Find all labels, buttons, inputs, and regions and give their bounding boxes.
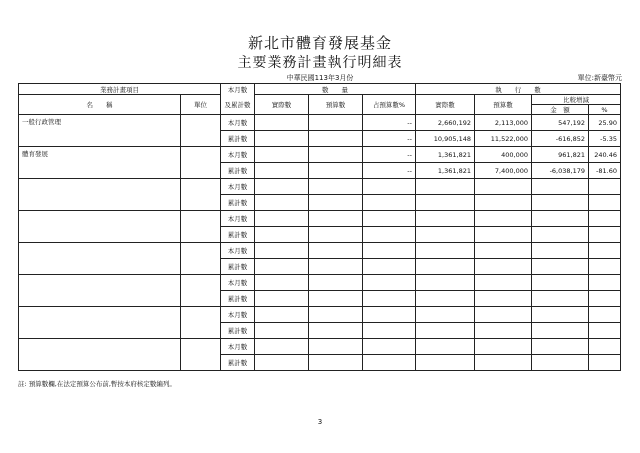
header-qty-budget: 預算數 [309, 95, 363, 115]
cell-exe-budget [475, 275, 532, 291]
cell-diff-amount [532, 323, 589, 339]
cell-diff-amount [532, 275, 589, 291]
cell-diff-amount [532, 227, 589, 243]
cell-period-kind: 累計數 [221, 195, 255, 211]
cell-period-kind: 累計數 [221, 355, 255, 371]
cell-item-name [19, 243, 181, 275]
header-month-cum-line1: 本月數 [221, 84, 255, 95]
cell-exe-actual: 10,905,148 [416, 131, 475, 147]
cell-qty-actual [255, 291, 309, 307]
cell-qty-actual [255, 307, 309, 323]
cell-exe-budget [475, 195, 532, 211]
cell-qty-actual [255, 259, 309, 275]
table-row [19, 179, 621, 195]
cell-item-unit [181, 243, 221, 275]
cell-period-kind: 累計數 [221, 227, 255, 243]
cell-qty-budget [309, 211, 363, 227]
cell-period-kind: 本月數 [221, 243, 255, 259]
document-org-title: 新北市體育發展基金 [247, 34, 392, 52]
cell-exe-actual [416, 323, 475, 339]
cell-period-kind: 本月數 [221, 211, 255, 227]
cell-qty-budget [309, 323, 363, 339]
cell-qty-pct [363, 307, 416, 323]
header-execution: 執 行 數 [416, 84, 621, 95]
cell-exe-budget [475, 179, 532, 195]
cell-qty-pct [363, 179, 416, 195]
cell-qty-actual [255, 243, 309, 259]
cell-qty-actual [255, 227, 309, 243]
cell-period-kind: 累計數 [221, 323, 255, 339]
cell-item-unit [181, 115, 221, 147]
cell-qty-pct: -- [363, 163, 416, 179]
header-quantity: 數 量 [255, 84, 416, 95]
cell-qty-actual [255, 179, 309, 195]
cell-qty-actual [255, 355, 309, 371]
cell-diff-pct [589, 275, 621, 291]
cell-qty-budget [309, 339, 363, 355]
cell-diff-pct [589, 307, 621, 323]
cell-diff-pct: -81.60 [589, 163, 621, 179]
cell-item-name [19, 211, 181, 243]
header-qty-actual: 實際數 [255, 95, 309, 115]
cell-qty-pct [363, 211, 416, 227]
cell-diff-pct [589, 355, 621, 371]
table-row [19, 243, 621, 259]
header-pct: % [589, 105, 621, 115]
cell-item-name: 體育發展 [19, 147, 181, 179]
cell-diff-pct [589, 339, 621, 355]
cell-diff-pct [589, 211, 621, 227]
table-row [19, 211, 621, 227]
cell-period-kind: 累計數 [221, 259, 255, 275]
cell-diff-amount: 961,821 [532, 147, 589, 163]
header-item-group: 業務計畫項目 [19, 84, 221, 95]
header-diff: 比較增減 [532, 95, 621, 105]
cell-period-kind: 累計數 [221, 163, 255, 179]
cell-qty-actual [255, 275, 309, 291]
cell-qty-pct [363, 355, 416, 371]
cell-qty-actual [255, 211, 309, 227]
cell-exe-actual [416, 179, 475, 195]
cell-period-kind: 本月數 [221, 339, 255, 355]
table-row [19, 115, 621, 131]
cell-diff-pct [589, 259, 621, 275]
cell-exe-budget [475, 227, 532, 243]
cell-exe-actual [416, 291, 475, 307]
cell-diff-amount [532, 259, 589, 275]
cell-diff-pct [589, 323, 621, 339]
cell-qty-budget [309, 275, 363, 291]
cell-qty-budget [309, 243, 363, 259]
cell-diff-amount [532, 211, 589, 227]
cell-diff-pct [589, 195, 621, 211]
cell-exe-budget: 11,522,000 [475, 131, 532, 147]
document-title: 主要業務計畫執行明細表 [237, 55, 403, 71]
cell-period-kind: 本月數 [221, 147, 255, 163]
cell-exe-budget [475, 355, 532, 371]
cell-diff-pct [589, 291, 621, 307]
table-row [19, 339, 621, 355]
cell-exe-actual [416, 227, 475, 243]
header-amount: 金 額 [532, 105, 589, 115]
currency-unit: 單位:新臺幣元 [577, 74, 622, 82]
cell-exe-actual [416, 355, 475, 371]
cell-exe-actual: 1,361,821 [416, 147, 475, 163]
cell-item-unit [181, 179, 221, 211]
cell-diff-amount [532, 339, 589, 355]
cell-diff-amount: -6,038,179 [532, 163, 589, 179]
cell-qty-budget [309, 307, 363, 323]
cell-period-kind: 累計數 [221, 291, 255, 307]
cell-qty-pct [363, 195, 416, 211]
cell-exe-actual [416, 339, 475, 355]
header-unit: 單位 [181, 95, 221, 115]
cell-qty-pct [363, 259, 416, 275]
cell-exe-actual [416, 243, 475, 259]
cell-qty-pct [363, 323, 416, 339]
cell-qty-pct: -- [363, 131, 416, 147]
cell-qty-pct [363, 243, 416, 259]
cell-diff-pct: -5.35 [589, 131, 621, 147]
cell-diff-amount [532, 195, 589, 211]
cell-qty-budget [309, 227, 363, 243]
report-period: 中華民國113年3月份 [286, 74, 354, 82]
cell-exe-budget: 400,000 [475, 147, 532, 163]
cell-exe-budget [475, 243, 532, 259]
cell-exe-actual [416, 259, 475, 275]
cell-qty-pct: -- [363, 147, 416, 163]
cell-qty-budget [309, 131, 363, 147]
cell-exe-actual: 2,660,192 [416, 115, 475, 131]
header-exe-budget: 預算數 [475, 95, 532, 115]
cell-qty-actual [255, 147, 309, 163]
cell-qty-pct: -- [363, 115, 416, 131]
cell-item-name: 一般行政管理 [19, 115, 181, 147]
cell-qty-budget [309, 259, 363, 275]
cell-qty-budget [309, 291, 363, 307]
cell-item-name [19, 179, 181, 211]
cell-exe-budget [475, 307, 532, 323]
cell-exe-actual [416, 307, 475, 323]
cell-qty-pct [363, 227, 416, 243]
cell-qty-budget [309, 195, 363, 211]
cell-qty-budget [309, 355, 363, 371]
cell-exe-budget: 2,113,000 [475, 115, 532, 131]
cell-qty-budget [309, 179, 363, 195]
cell-qty-budget [309, 163, 363, 179]
cell-qty-budget [309, 147, 363, 163]
table-row [19, 147, 621, 163]
cell-qty-actual [255, 163, 309, 179]
header-exe-actual: 實際數 [416, 95, 475, 115]
cell-exe-actual [416, 195, 475, 211]
cell-diff-pct [589, 243, 621, 259]
header-name: 名 稱 [19, 95, 181, 115]
cell-item-unit [181, 275, 221, 307]
header-month-cum-line2: 及累計數 [221, 95, 255, 115]
cell-item-unit [181, 147, 221, 179]
cell-period-kind: 本月數 [221, 115, 255, 131]
cell-item-unit [181, 211, 221, 243]
cell-exe-actual [416, 275, 475, 291]
cell-qty-pct [363, 339, 416, 355]
cell-qty-actual [255, 131, 309, 147]
cell-diff-pct: 240.46 [589, 147, 621, 163]
cell-diff-amount [532, 307, 589, 323]
cell-diff-amount [532, 179, 589, 195]
cell-exe-budget [475, 259, 532, 275]
cell-period-kind: 本月數 [221, 179, 255, 195]
cell-diff-pct [589, 179, 621, 195]
cell-qty-pct [363, 275, 416, 291]
cell-diff-amount: -616,852 [532, 131, 589, 147]
cell-diff-amount [532, 243, 589, 259]
footnote: 註: 預算數欄,在法定預算公布前,暫按本府核定數編列。 [18, 380, 176, 388]
cell-exe-actual [416, 211, 475, 227]
cell-exe-budget [475, 291, 532, 307]
cell-period-kind: 累計數 [221, 131, 255, 147]
cell-qty-actual [255, 115, 309, 131]
cell-item-name [19, 307, 181, 339]
cell-diff-pct [589, 227, 621, 243]
header-qty-pct: 占預算數% [363, 95, 416, 115]
cell-period-kind: 本月數 [221, 307, 255, 323]
cell-item-name [19, 339, 181, 371]
cell-item-unit [181, 339, 221, 371]
execution-detail-table [18, 83, 621, 371]
cell-qty-actual [255, 323, 309, 339]
cell-qty-actual [255, 339, 309, 355]
cell-diff-amount [532, 291, 589, 307]
cell-qty-budget [309, 115, 363, 131]
table-row [19, 275, 621, 291]
cell-exe-budget [475, 323, 532, 339]
cell-period-kind: 本月數 [221, 275, 255, 291]
table-row [19, 307, 621, 323]
cell-exe-budget: 7,400,000 [475, 163, 532, 179]
page-number: 3 [317, 418, 323, 426]
cell-exe-budget [475, 339, 532, 355]
cell-item-name [19, 275, 181, 307]
cell-qty-pct [363, 291, 416, 307]
cell-item-unit [181, 307, 221, 339]
cell-exe-actual: 1,361,821 [416, 163, 475, 179]
cell-diff-amount [532, 355, 589, 371]
cell-exe-budget [475, 211, 532, 227]
cell-diff-amount: 547,192 [532, 115, 589, 131]
cell-qty-actual [255, 195, 309, 211]
cell-diff-pct: 25.90 [589, 115, 621, 131]
